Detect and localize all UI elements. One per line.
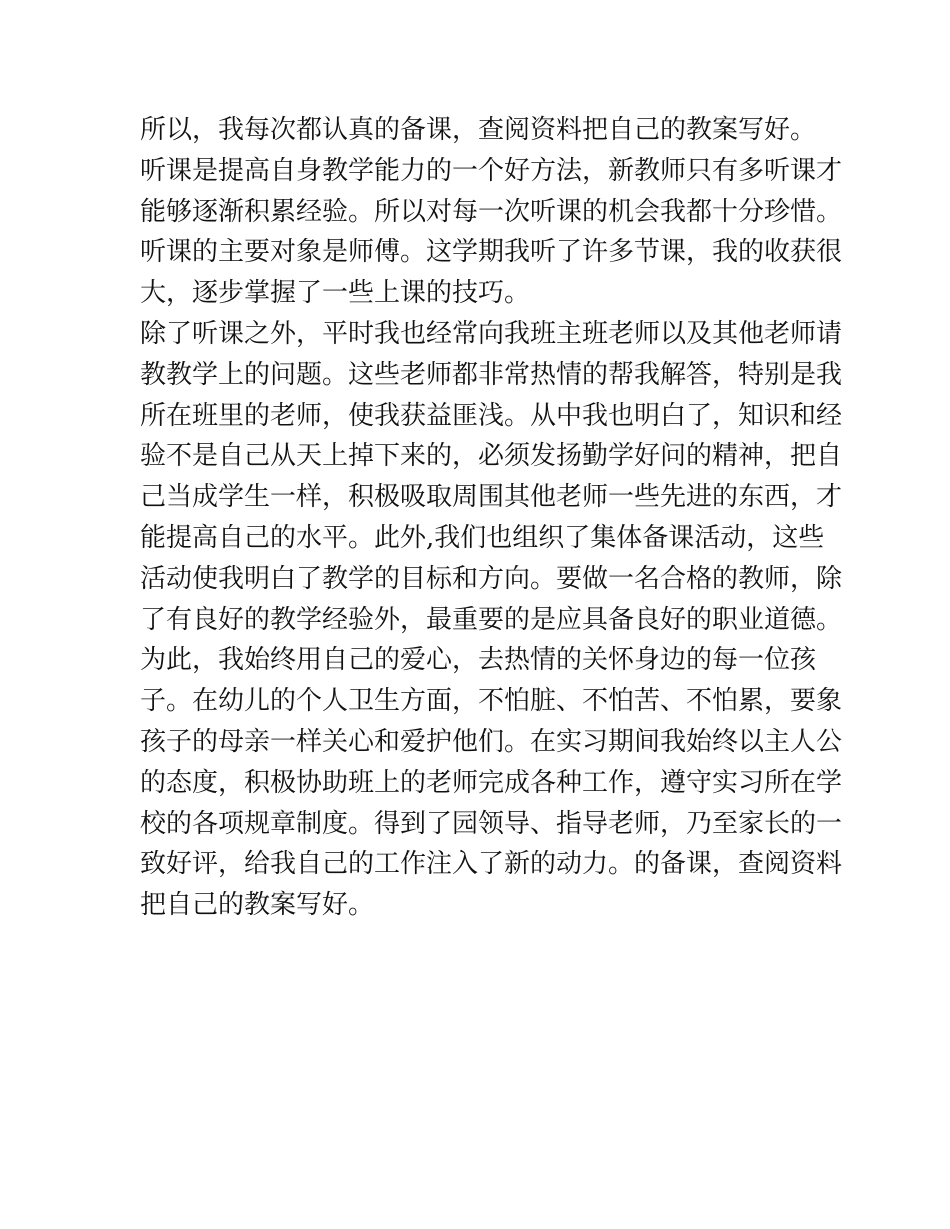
body-text xyxy=(140,110,843,926)
text-line: 己当成学生一样，积极吸取周围其他老师一些先进的东西，才 xyxy=(140,482,843,513)
text-line: 验不是自己从天上掉下来的，必须发扬勤学好问的精神，把自 xyxy=(140,441,843,472)
text-line: 孩子的母亲一样关心和爱护他们。在实习期间我始终以主人公 xyxy=(140,726,843,757)
text-line: 把自己的教案写好。 xyxy=(140,890,375,921)
text-line: 校的各项规章制度。得到了园领导、指导老师，乃至家长的一 xyxy=(140,808,843,839)
text-line: 的态度，积极协助班上的老师完成各种工作，遵守实习所在学 xyxy=(140,767,843,798)
text-line: 听课的主要对象是师傅。这学期我听了许多节课，我的收获很 xyxy=(140,237,843,268)
text-line: 教教学上的问题。这些老师都非常热情的帮我解答，特别是我 xyxy=(140,359,843,390)
text-line: 所以，我每次都认真的备课，查阅资料把自己的教案写好。 xyxy=(140,115,817,145)
text-line: 致好评，给我自己的工作注入了新的动力。的备课，查阅资料 xyxy=(140,849,843,880)
text-line: 子。在幼儿的个人卫生方面，不怕脏、不怕苦、不怕累，要象 xyxy=(140,686,843,717)
text-line: 了有良好的教学经验外，最重要的是应具备良好的职业道德。 xyxy=(140,604,843,635)
text-line: 为此，我始终用自己的爱心，去热情的关怀身边的每一位孩 xyxy=(140,645,817,676)
text-line: 除了听课之外，平时我也经常向我班主班老师以及其他老师请 xyxy=(140,318,843,349)
text-line: 活动使我明白了教学的目标和方向。要做一名合格的教师，除 xyxy=(140,563,843,594)
text-line: 能提高自己的水平。此外,我们也组织了集体备课活动，这些 xyxy=(140,522,825,553)
text-line: 大，逐步掌握了一些上课的技巧。 xyxy=(140,278,531,309)
text-line: 听课是提高自身教学能力的一个好方法，新教师只有多听课才 xyxy=(140,155,843,186)
text-line: 所在班里的老师，使我获益匪浅。从中我也明白了，知识和经 xyxy=(140,400,843,431)
text-line: 能够逐渐积累经验。所以对每一次听课的机会我都十分珍惜。 xyxy=(140,196,843,227)
